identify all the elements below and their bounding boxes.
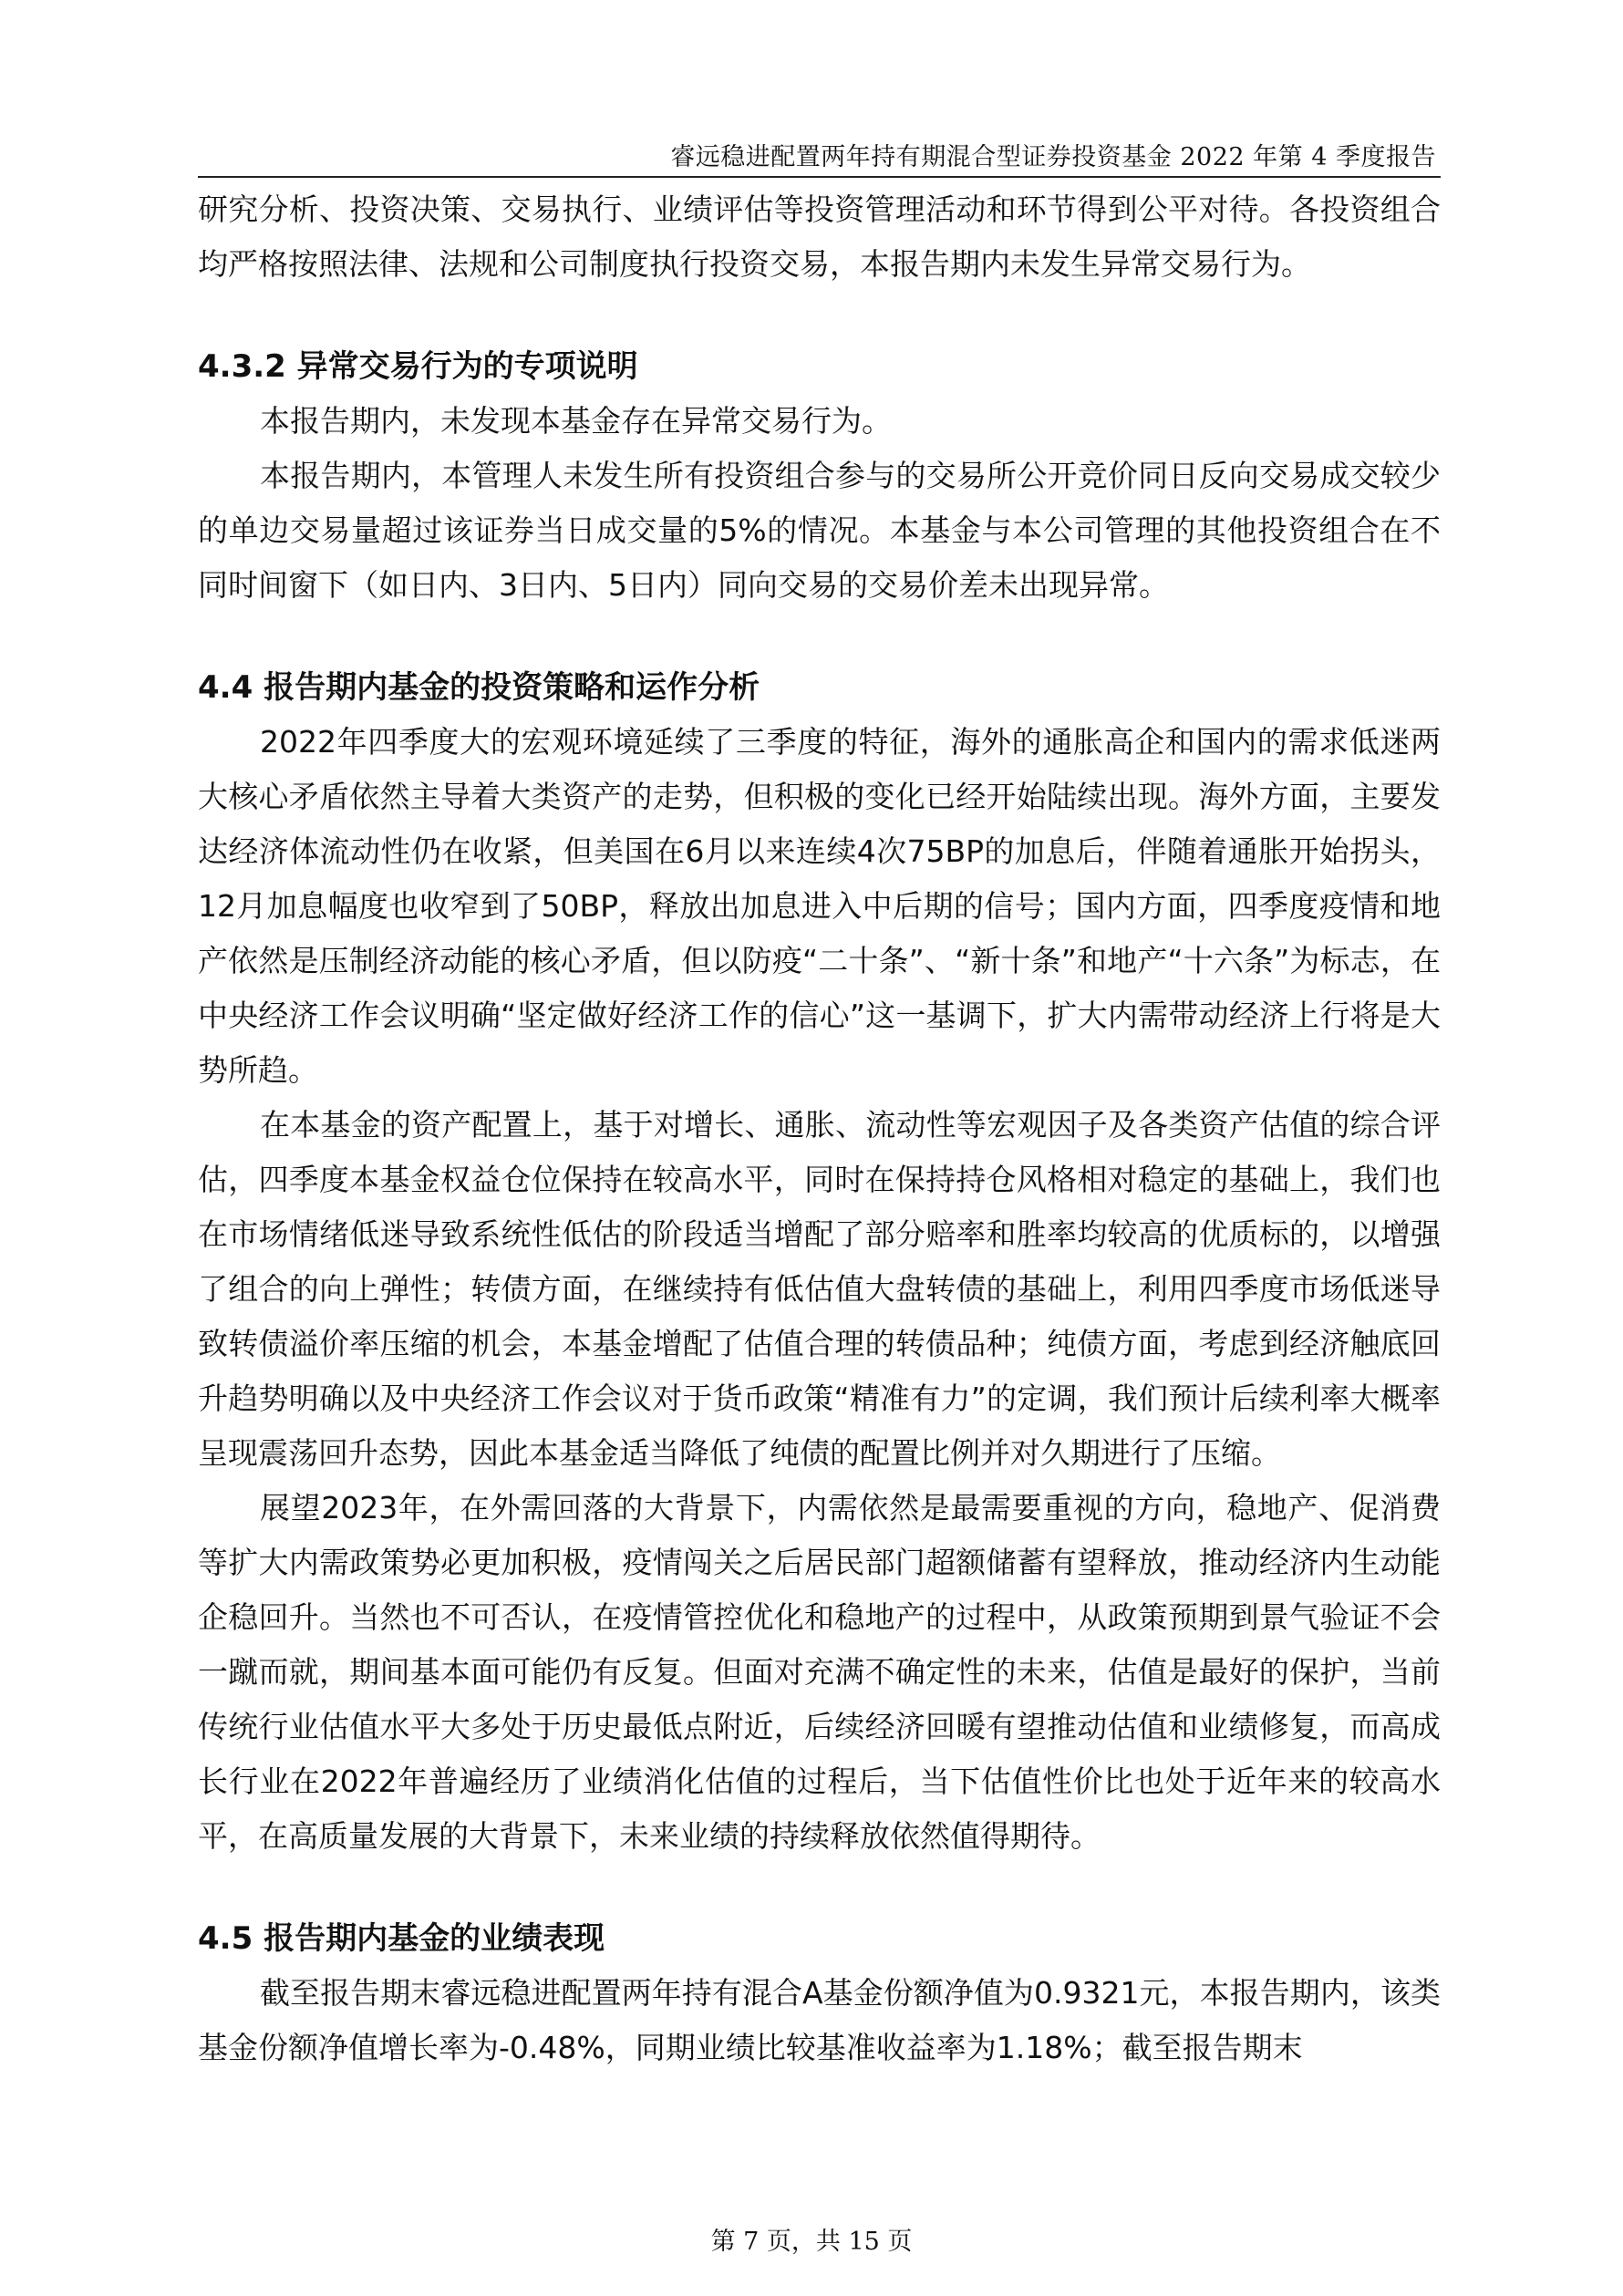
- paragraph-4-4-a: 2022年四季度大的宏观环境延续了三季度的特征，海外的通胀高企和国内的需求低迷两大核心矛盾依然主导着大类资产的走势，但积极的变化已经开始陆续出现。海外方面，主要发达经济体流动性仍在收紧，但美国在6月以来连续4次75BP的加息后，伴随着通胀开始拐头，12月加息幅度也收窄到了50BP，释放出加息进入中后期的信号；国内方面，四季度疫情和地产依然是压制经济动能的核心矛盾，但以防疫“二十条”、“新十条”和地产“十六条”为标志，在中央经济工作会议明确“坚定做好经济工作的信心”这一基调下，扩大内需带动经济上行将是大势所趋。: [198, 724, 1441, 1088]
- running-header: 睿远稳进配置两年持有期混合型证券投资基金 2022 年第 4 季度报告: [670, 143, 1436, 171]
- paragraph-4-3-2-a: 本报告期内，未发现本基金存在异常交易行为。: [260, 403, 892, 439]
- paragraph-intro: 研究分析、投资决策、交易执行、业绩评估等投资管理活动和环节得到公平对待。各投资组合均严格按照法律、法规和公司制度执行投资交易，本报告期内未发生异常交易行为。: [198, 191, 1441, 282]
- paragraph-4-4-c: 展望2023年，在外需回落的大背景下，内需依然是最需要重视的方向，稳地产、促消费等扩大内需政策势必更加积极，疫情闯关之后居民部门超额储蓄有望释放，推动经济内生动能企稳回升。当然也不可否认，在疫情管控优化和稳地产的过程中，从政策预期到景气验证不会一蹴而就，期间基本面可能仍有反复。但面对充满不确定性的未来，估值是最好的保护，当前传统行业估值水平大多处于历史最低点附近，后续经济回暖有望推动估值和业绩修复，而高成长行业在2022年普遍经历了业绩消化估值的过程后，当下估值性价比也处于近年来的较高水平，在高质量发展的大背景下，未来业绩的持续释放依然值得期待。: [198, 1490, 1441, 1854]
- header-rule: [198, 176, 1441, 178]
- spacer: [198, 613, 1441, 660]
- paragraph-4-5: 截至报告期末睿远稳进配置两年持有混合A基金份额净值为0.9321元，本报告期内，该类基金份额净值增长率为-0.48%，同期业绩比较基准收益率为1.18%；截至报告期末: [198, 1975, 1441, 2065]
- heading-4-5: 4.5 报告期内基金的业绩表现: [198, 1920, 605, 1957]
- spacer: [198, 292, 1441, 339]
- page-number: 第 7 页，共 15 页: [710, 2228, 913, 2256]
- heading-4-3-2: 4.3.2 异常交易行为的专项说明: [198, 348, 638, 385]
- paragraph-4-4-b: 在本基金的资产配置上，基于对增长、通胀、流动性等宏观因子及各类资产估值的综合评估，四季度本基金权益仓位保持在较高水平，同时在保持持仓风格相对稳定的基础上，我们也在市场情绪低迷导致系统性低估的阶段适当增配了部分赔率和胜率均较高的优质标的，以增强了组合的向上弹性；转债方面，在继续持有低估值大盘转债的基础上，利用四季度市场低迷导致转债溢价率压缩的机会，本基金增配了估值合理的转债品种；纯债方面，考虑到经济触底回升趋势明确以及中央经济工作会议对于货币政策“精准有力”的定调，我们预计后续利率大概率呈现震荡回升态势，因此本基金适当降低了纯债的配置比例并对久期进行了压缩。: [198, 1107, 1441, 1471]
- heading-4-4: 4.4 报告期内基金的投资策略和运作分析: [198, 669, 760, 706]
- spacer: [198, 1864, 1441, 1911]
- page-content: [198, 182, 1441, 2075]
- paragraph-4-3-2-b: 本报告期内，本管理人未发生所有投资组合参与的交易所公开竞价同日反向交易成交较少的单边交易量超过该证券当日成交量的5%的情况。本基金与本公司管理的其他投资组合在不同时间窗下（如日内、3日内、5日内）同向交易的交易价差未出现异常。: [198, 458, 1441, 603]
